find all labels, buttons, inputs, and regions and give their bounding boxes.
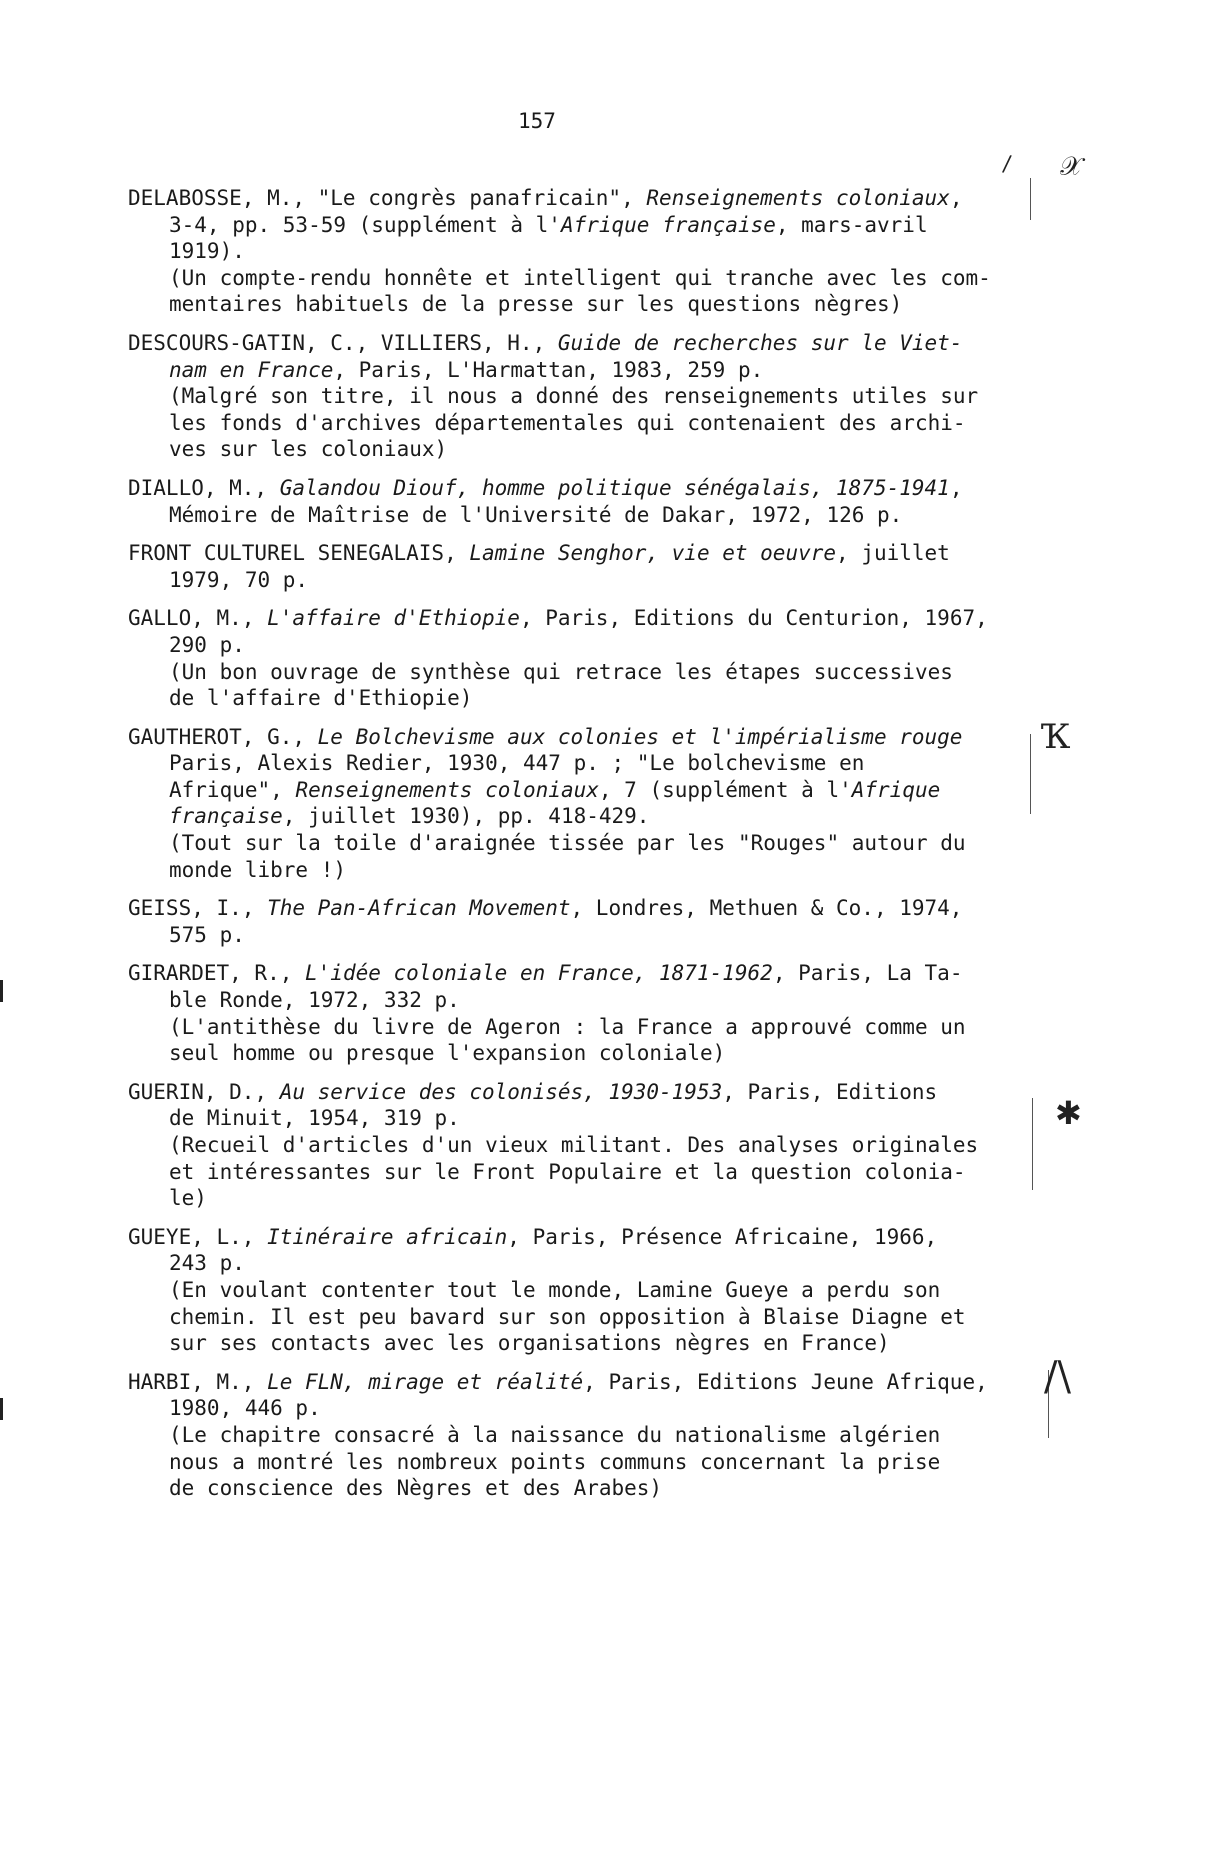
- entry-text: ,: [949, 475, 963, 500]
- entry-continuation-line: [128, 750, 1038, 777]
- entry-continuation-line: [128, 357, 1038, 384]
- entry-text: 1979, 70 p.: [169, 567, 309, 592]
- entry-text: 3-4, pp. 53-59 (supplément à l': [169, 212, 561, 237]
- entry-text: , Paris, Editions: [722, 1079, 938, 1104]
- entry-annotation-line: de l'affaire d'Ethiopie): [169, 686, 473, 711]
- margin-bracket: [1030, 734, 1031, 814]
- entry-annotation-line: nous a montré les nombreux points communs concernant la prise: [169, 1449, 941, 1474]
- entry-annotation-line: (Un bon ouvrage de synthèse qui retrace les étapes successives: [169, 659, 953, 684]
- entry-text: HARBI, M.,: [128, 1369, 268, 1394]
- entry-first-line: [128, 895, 1038, 922]
- asterisk-mark: ✱: [1055, 1094, 1082, 1132]
- bibliography-list: [128, 185, 1038, 1514]
- entry-title-italic: française: [169, 804, 283, 829]
- bibliography-entry-front-culturel: [128, 540, 1038, 593]
- bibliography-entry-gallo: [128, 605, 1038, 711]
- handwritten-mark: /: [1001, 151, 1013, 178]
- bibliography-entry-delabosse: [128, 185, 1038, 318]
- entry-text: 575 p.: [169, 922, 245, 947]
- entry-annotation-line: le): [169, 1186, 207, 1211]
- entry-continuation-line: [128, 632, 1038, 659]
- entry-text: , Paris, La Ta-: [772, 961, 963, 986]
- bibliography-entry-guerin: [128, 1079, 1038, 1212]
- entry-annotation-line: (En voulant contenter tout le monde, Lamine Gueye a perdu son: [169, 1277, 941, 1302]
- entry-title-italic: Afrique: [851, 777, 941, 802]
- entry-text: ble Ronde, 1972, 332 p.: [169, 988, 460, 1013]
- entry-text: GEISS, I.,: [128, 896, 268, 921]
- entry-title-italic: Galandou Diouf, homme politique sénégalais, 1875-1941: [279, 475, 950, 500]
- entry-first-line: [128, 330, 1038, 357]
- entry-annotation-line: de conscience des Nègres et des Arabes): [169, 1476, 663, 1501]
- entry-first-line: [128, 1224, 1038, 1251]
- entry-title-italic: L'idée coloniale en France, 1871-1962: [305, 961, 773, 986]
- entry-text: , Paris, Présence Africaine, 1966,: [507, 1224, 938, 1249]
- entry-continuation-line: [128, 567, 1038, 594]
- entry-annotation-line: (L'antithèse du livre de Ageron : la France a approuvé comme un: [169, 1014, 966, 1039]
- entry-text: Paris, Alexis Redier, 1930, 447 p. ; "Le bolchevisme en: [169, 751, 865, 776]
- scan-edge-mark: [0, 980, 3, 1002]
- entry-title-italic: Le FLN, mirage et réalité: [267, 1369, 584, 1394]
- page-number: 157: [518, 109, 556, 133]
- entry-first-line: [128, 960, 1038, 987]
- handwritten-mark: Ҡ: [1040, 717, 1071, 757]
- entry-continuation-line: [128, 212, 1038, 239]
- entry-text: DELABOSSE, M., "Le congrès panafricain",: [128, 186, 647, 210]
- entry-first-line: [128, 185, 1038, 212]
- entry-title-italic: The Pan-African Movement: [267, 896, 571, 921]
- entry-text: Mémoire de Maîtrise de l'Université de Dakar, 1972, 126 p.: [169, 502, 903, 527]
- entry-first-line: [128, 605, 1038, 632]
- entry-text: , mars-avril: [775, 212, 928, 237]
- entry-text: 1980, 446 p.: [169, 1396, 321, 1421]
- entry-annotation-line: chemin. Il est peu bavard sur son opposition à Blaise Diagne et: [169, 1304, 966, 1329]
- bibliography-entry-gueye: [128, 1224, 1038, 1357]
- entry-text: GUERIN, D.,: [128, 1079, 280, 1104]
- entry-annotation-line: et intéressantes sur le Front Populaire et la question colonia-: [169, 1159, 966, 1184]
- entry-first-line: [128, 1369, 1038, 1396]
- entry-title-italic: Afrique française: [560, 212, 776, 237]
- entry-text: , Paris, L'Harmattan, 1983, 259 p.: [333, 357, 764, 382]
- bibliography-entry-gautherot: [128, 724, 1038, 884]
- entry-title-italic: Lamine Senghor, vie et oeuvre: [469, 541, 837, 566]
- entry-text: , Paris, Editions Jeune Afrique,: [583, 1369, 988, 1394]
- bibliography-entry-descours-gatin: [128, 330, 1038, 463]
- entry-continuation-line: [128, 987, 1038, 1014]
- entry-annotation-line: (Tout sur la toile d'araignée tissée par les "Rouges" autour du: [169, 831, 966, 856]
- entry-text: GIRARDET, R.,: [128, 961, 306, 986]
- entry-text: GAUTHEROT, G.,: [128, 724, 318, 749]
- entry-text: , juillet: [836, 541, 950, 566]
- entry-continuation-line: [128, 1395, 1038, 1422]
- bibliography-entry-geiss: [128, 895, 1038, 948]
- entry-text: GUEYE, L.,: [128, 1224, 268, 1249]
- handwritten-mark: 𝒳: [1060, 152, 1083, 182]
- entry-text: , juillet 1930), pp. 418-429.: [282, 804, 650, 829]
- scan-edge-mark: [0, 1398, 3, 1420]
- entry-continuation-line: [128, 1250, 1038, 1277]
- entry-text: 1919).: [169, 239, 245, 264]
- entry-title-italic: Itinéraire africain: [267, 1224, 508, 1249]
- entry-annotation-line: (Un compte-rendu honnête et intelligent qui tranche avec les com-: [169, 265, 991, 290]
- entry-text: Afrique",: [169, 777, 296, 802]
- entry-text: de Minuit, 1954, 319 p.: [169, 1106, 460, 1131]
- entry-text: , 7 (supplément à l': [598, 777, 852, 802]
- margin-bracket: [1032, 1098, 1033, 1190]
- entry-text: DESCOURS-GATIN, C., VILLIERS, H.,: [128, 330, 558, 355]
- entry-first-line: [128, 1079, 1038, 1106]
- bibliography-entry-girardet: [128, 960, 1038, 1066]
- entry-continuation-line: [128, 1105, 1038, 1132]
- entry-text: 290 p.: [169, 632, 245, 657]
- entry-first-line: [128, 724, 1038, 751]
- entry-annotation-line: ves sur les coloniaux): [169, 437, 448, 462]
- entry-annotation-line: seul homme ou presque l'expansion coloniale): [169, 1041, 726, 1066]
- entry-title-italic: Renseignements coloniaux: [295, 777, 599, 802]
- entry-continuation-line: [128, 803, 1038, 830]
- bibliography-entry-diallo: [128, 475, 1038, 528]
- entry-annotation-line: mentaires habituels de la presse sur les questions nègres): [169, 292, 903, 317]
- bibliography-entry-harbi: [128, 1369, 1038, 1502]
- entry-continuation-line: [128, 777, 1038, 804]
- entry-title-italic: Renseignements coloniaux: [646, 186, 950, 210]
- entry-title-italic: L'affaire d'Ethiopie: [267, 606, 520, 631]
- entry-annotation-line: les fonds d'archives départementales qui contenaient des archi-: [169, 410, 966, 435]
- entry-text: ,: [949, 186, 963, 210]
- entry-first-line: [128, 475, 1038, 502]
- entry-text: DIALLO, M.,: [128, 475, 280, 500]
- entry-title-italic: Le Bolchevisme aux colonies et l'impérialisme rouge: [317, 724, 963, 749]
- entry-continuation-line: [128, 922, 1038, 949]
- handwritten-mark: /\: [1044, 1354, 1071, 1400]
- entry-title-italic: Au service des colonisés, 1930-1953: [279, 1079, 723, 1104]
- entry-title-italic: nam en France: [169, 357, 334, 382]
- entry-annotation-line: monde libre !): [169, 857, 347, 882]
- entry-text: , Paris, Editions du Centurion, 1967,: [519, 606, 988, 631]
- entry-annotation-line: (Recueil d'articles d'un vieux militant. Des analyses originales: [169, 1133, 979, 1157]
- entry-annotation-line: (Malgré son titre, il nous a donné des renseignements utiles sur: [169, 384, 979, 409]
- entry-annotation-line: (Le chapitre consacré à la naissance du nationalisme algérien: [169, 1422, 941, 1447]
- entry-text: GALLO, M.,: [128, 606, 268, 631]
- entry-title-italic: Guide de recherches sur le Viet-: [557, 330, 963, 355]
- margin-bracket: [1030, 178, 1031, 220]
- entry-text: FRONT CULTUREL SENEGALAIS,: [128, 541, 470, 566]
- entry-text: 243 p.: [169, 1251, 245, 1276]
- entry-continuation-line: [128, 238, 1038, 265]
- entry-annotation-line: sur ses contacts avec les organisations nègres en France): [169, 1331, 890, 1356]
- entry-first-line: [128, 540, 1038, 567]
- entry-text: , Londres, Methuen & Co., 1974,: [570, 896, 963, 921]
- entry-continuation-line: [128, 502, 1038, 529]
